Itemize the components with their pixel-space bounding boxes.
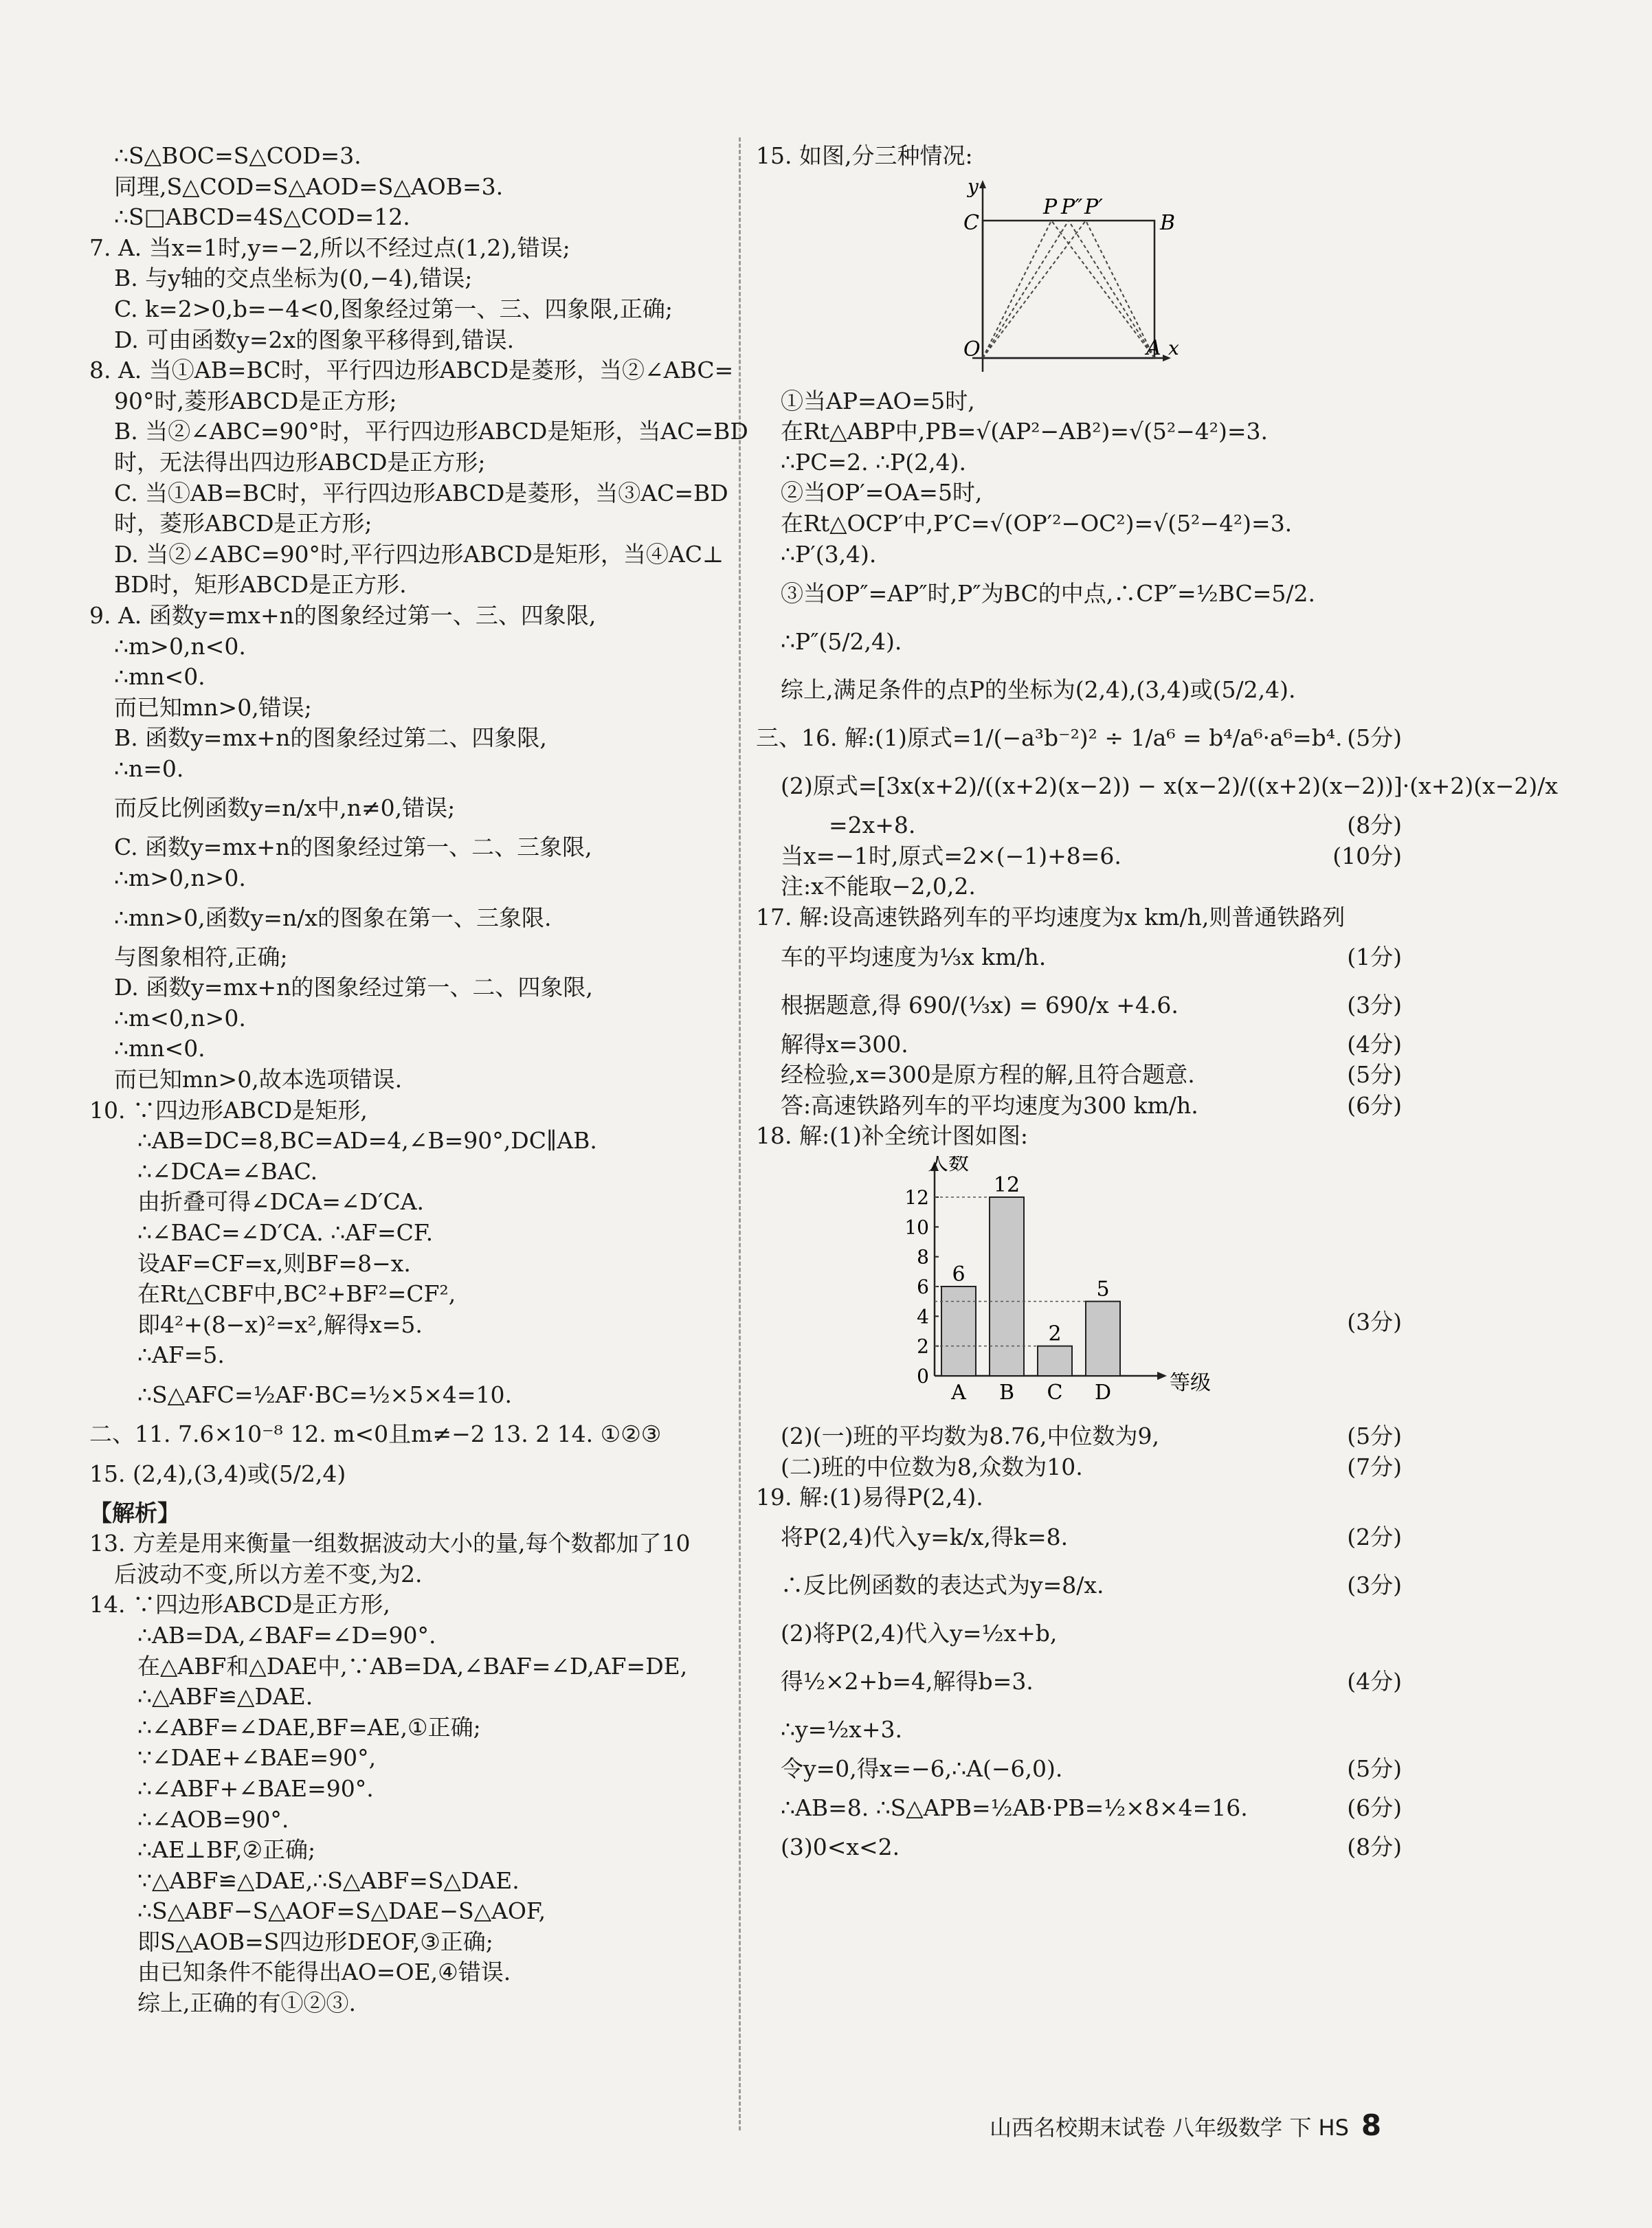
line-text: ∴AE⊥BF,②正确; [137,1836,316,1864]
text-line [89,325,728,356]
chart-y-tick-label: 4 [917,1305,929,1328]
line-text: 三、16. 解:(1)原式=1/(−a³b⁻²)² ÷ 1/a⁶ = b⁴/a⁶·a⁶=b⁴. [756,724,1343,752]
line-text: 15. 如图,分三种情况: [756,142,973,169]
line-text: ∴∠DCA=∠BAC. [137,1157,318,1185]
text-line [89,509,728,539]
text-line [756,762,1558,810]
score-label: (8分) [1347,1834,1402,1861]
line-text: 注:x不能取−2,0,2. [781,873,976,900]
score-label: (8分) [1347,812,1402,839]
line-text: ①当AP=AO=5时, [781,387,975,414]
line-text: ∴∠ABF+∠BAE=90°. [137,1774,374,1802]
line-text: 而已知mn>0,故本选项错误. [114,1066,403,1093]
text-line [89,1003,728,1034]
score-label: (5分) [1347,1754,1402,1782]
line-text: ∴AB=DA,∠BAF=∠D=90°. [137,1621,436,1649]
text-line [89,894,728,942]
chart-bar [1038,1346,1072,1376]
text-line [89,539,728,570]
line-text: 根据题意,得 690/(⅓x) = 690/x +4.6. [781,991,1179,1018]
text-line [756,841,1402,872]
text-line [89,1590,728,1620]
line-text: ∴∠BAC=∠D′CA. ∴AF=CF. [137,1219,434,1246]
text-line [756,981,1402,1029]
rectangle-OABC [983,221,1154,358]
line-text: B. 函数y=mx+n的图象经过第二、四象限, [114,724,547,752]
label-x: x [1168,336,1179,359]
line-text: 9. A. 函数y=mx+n的图象经过第一、三、四象限, [89,601,596,629]
text-line [756,1482,1402,1513]
chart-y-tick-label: 0 [917,1364,929,1388]
score-label: (3分) [1347,1571,1402,1598]
line-text: 即S△AOB=S四边形DEOF,③正确; [137,1928,493,1955]
line-text: ∴m>0,n<0. [114,632,246,660]
text-line [89,1498,728,1529]
text-line [89,355,734,386]
text-line [89,1743,728,1774]
chart-y-label: 人数 [928,1155,969,1175]
text-line [89,1340,728,1371]
line-text: BD时，矩形ABCD是正方形. [114,571,407,599]
chart-y-tick-label: 10 [904,1216,929,1239]
score-label: (5分) [1347,724,1402,752]
line-text: ∴mn<0. [114,663,205,691]
line-text: 14. ∵四边形ABCD是正方形, [89,1591,390,1618]
chart-score: (3分) [1347,1308,1402,1335]
line-text: 90°时,菱形ABCD是正方形; [114,387,397,414]
text-line [89,1927,728,1958]
line-text: ∴PC=2. ∴P(2,4). [781,448,966,476]
text-line [89,1419,728,1450]
line-text: 在△ABF和△DAE中,∵AB=DA,∠BAF=∠D,AF=DE, [137,1652,688,1680]
text-line [756,1513,1402,1561]
text-line [756,871,1402,902]
text-line [89,1218,728,1249]
line-text: ∴∠AOB=90°. [137,1805,289,1833]
line-text: 10. ∵四边形ABCD是矩形, [89,1096,368,1124]
footer-title: 山西名校期末试卷 八年级数学 下 HS [990,2115,1349,2141]
left-column [89,141,748,2019]
label-P: P [1043,194,1058,219]
line-text: D. 当②∠ABC=90°时,平行四边形ABCD是矩形，当④AC⊥ [114,540,724,568]
line-text: 解得x=300. [781,1030,908,1058]
line-text: 车的平均速度为⅓x km/h. [781,943,1047,970]
line-text: ∴m<0,n>0. [114,1004,246,1032]
line-text: ∴P′(3,4). [781,540,877,568]
text-line [756,1060,1402,1091]
text-line [89,1310,728,1341]
line-text: 17. 解:设高速铁路列车的平均速度为x km/h,则普通铁路列 [756,903,1346,931]
text-line [756,1091,1402,1122]
text-line [756,478,1402,509]
page-footer [990,2108,1381,2142]
label-C: C [963,210,979,235]
chart-bar [990,1197,1024,1376]
line-text: ∴∠ABF=∠DAE,BF=AE,①正确; [137,1713,481,1741]
chart-bar [941,1286,976,1376]
line-text: ∴S△ABF−S△AOF=S△DAE−S△AOF, [137,1897,546,1925]
line-text: ∴n=0. [114,755,184,782]
text-line [756,1421,1402,1452]
line-text: ③当OP″=AP″时,P″为BC的中点,∴CP″=½BC=5/2. [781,580,1315,608]
score-label: (10分) [1332,842,1402,869]
text-line [756,810,1402,841]
line-text: 18. 解:(1)补全统计图如图: [756,1122,1028,1150]
score-label: (4分) [1347,1030,1402,1058]
text-line [756,570,1402,618]
line-text: (2)将P(2,4)代入y=½x+b, [781,1619,1058,1647]
text-line [756,416,1402,447]
line-text: (2)(一)班的平均数为8.76,中位数为9, [781,1422,1159,1449]
score-label: (4分) [1347,1667,1402,1695]
line-text: 得½×2+b=4,解得b=3. [781,1667,1034,1695]
text-line [89,263,728,294]
chart-category-label: B [998,1380,1015,1405]
text-line [89,1805,728,1836]
text-line [89,863,728,894]
text-line [89,1896,728,1927]
text-line [756,1029,1402,1060]
line-text: (3)0<x<2. [781,1834,900,1861]
chart-y-tick-label: 6 [917,1275,929,1298]
text-line [89,784,728,832]
text-line [89,1528,728,1559]
line-text: ∴y=½x+3. [781,1715,903,1743]
line-text: 【解析】 [89,1499,180,1526]
line-text: 19. 解:(1)易得P(2,4). [756,1484,983,1511]
line-text: 设AF=CF=x,则BF=8−x. [137,1249,411,1277]
line-text: C. k=2>0,b=−4<0,图象经过第一、三、四象限,正确; [114,295,673,322]
line-text: 经检验,x=300是原方程的解,且符合题意. [781,1061,1195,1089]
text-line [89,1157,728,1188]
text-line [89,1559,728,1590]
text-line [89,1957,728,1988]
text-line [756,1609,1402,1658]
chart-y-tick-label: 12 [904,1185,929,1209]
right-column [756,141,1558,1863]
text-line [756,714,1402,762]
line-text: 同理,S△COD=S△AOD=S△AOB=3. [114,172,504,200]
text-line [756,1561,1402,1609]
text-line [89,723,728,754]
text-line [89,172,728,203]
text-line [89,693,728,724]
line-text: ∵∠DAE+∠BAE=90°, [137,1744,377,1772]
line-text: 将P(2,4)代入y=k/x,得k=8. [781,1523,1069,1550]
text-line [89,1065,728,1095]
text-line [89,416,748,447]
line-text: ∴AF=5. [137,1341,225,1369]
line-text: ∴P″(5/2,4). [781,628,902,656]
text-line [89,1279,728,1310]
chart-data-label: 6 [952,1262,965,1286]
text-line [89,1187,728,1218]
line-text: C. 当①AB=BC时，平行四边形ABCD是菱形，当③AC=BD [114,479,728,506]
text-line [89,1450,728,1498]
line-text: 时，无法得出四边形ABCD是正方形; [114,448,486,476]
line-text: ∴AB=8. ∴S△APB=½AB·PB=½×8×4=16. [781,1794,1248,1822]
line-text: ∴反比例函数的表达式为y=8/x. [781,1571,1104,1598]
text-line [89,1713,728,1744]
line-text: 综上,满足条件的点P的坐标为(2,4),(3,4)或(5/2,4). [781,676,1296,704]
text-line [89,1835,728,1866]
chart-data-label: 5 [1096,1277,1110,1302]
text-line [89,233,728,264]
line-text: 答:高速铁路列车的平均速度为300 km/h. [781,1091,1198,1119]
text-line [89,1866,728,1897]
line-text: 而已知mn>0,错误; [114,693,312,721]
line-text: 在Rt△CBF中,BC²+BF²=CF², [137,1280,456,1308]
chart-y-tick-label: 8 [917,1245,929,1269]
text-line [89,202,728,233]
line-text: 在Rt△ABP中,PB=√(AP²−AB²)=√(5²−4²)=3. [781,418,1269,445]
text-line [89,1774,728,1805]
text-line [89,754,728,785]
line-text: ∴mn>0,函数y=n/x的图象在第一、三象限. [114,904,552,931]
line-text: 即4²+(8−x)²=x²,解得x=5. [137,1311,423,1338]
bar-chart [756,1156,1402,1417]
line-text: ∴mn<0. [114,1035,205,1062]
line-text: 综上,正确的有①②③. [137,1990,356,2017]
line-text: 时，菱形ABCD是正方形; [114,510,372,537]
line-text: ∵△ABF≌△DAE,∴S△ABF=S△DAE. [137,1867,520,1894]
text-line [89,141,728,172]
text-line [89,601,728,632]
line-text: D. 函数y=mx+n的图象经过第一、二、四象限, [114,974,593,1001]
text-line [89,1651,728,1682]
score-label: (7分) [1347,1453,1402,1480]
line-text: =2x+8. [829,812,916,839]
text-line [756,1452,1402,1483]
line-text: 在Rt△OCP′中,P′C=√(OP′²−OC²)=√(5²−4²)=3. [781,509,1293,537]
text-line [756,1706,1402,1754]
line-text: ∴S△AFC=½AF·BC=½×5×4=10. [137,1381,512,1408]
text-line [89,1682,728,1713]
label-A: A [1146,335,1161,360]
line-text: 而反比例函数y=n/x中,n≠0,错误; [114,794,456,822]
text-line [89,447,728,478]
text-line [756,539,1402,570]
score-label: (2分) [1347,1523,1402,1550]
line-text: B. 与y轴的交点坐标为(0,−4),错误; [114,265,473,292]
label-O: O [963,337,981,361]
line-text: ∴m>0,n>0. [114,865,246,892]
line-text: 二、11. 7.6×10⁻⁸ 12. m<0且m≠−2 13. 2 14. ①②③ [89,1420,662,1447]
line-text: ∴AB=DC=8,BC=AD=4,∠B=90°,DC∥AB. [137,1127,597,1155]
line-text: 后波动不变,所以方差不变,为2. [114,1560,423,1588]
line-text: 当x=−1时,原式=2×(−1)+8=6. [781,842,1121,869]
line-text: ∴△ABF≌△DAE. [137,1683,313,1711]
text-line [756,666,1402,714]
score-label: (5分) [1347,1061,1402,1089]
line-text: 由折叠可得∠DCA=∠D′CA. [137,1188,425,1216]
line-text: ∴S□ABCD=4S△COD=12. [114,203,410,231]
text-line [756,1658,1402,1706]
figure-rectangle [962,176,1402,382]
text-line [89,1126,728,1157]
chart-bar [1086,1302,1120,1376]
line-text: 15. (2,4),(3,4)或(5/2,4) [89,1460,346,1487]
chart-x-arrow [1157,1372,1167,1380]
text-line [756,618,1402,666]
text-line [756,141,1402,172]
text-line [89,1249,728,1280]
line-text: 7. A. 当x=1时,y=−2,所以不经过点(1,2),错误; [89,234,570,261]
line-text: B. 当②∠ABC=90°时，平行四边形ABCD是矩形，当AC=BD [114,418,748,445]
line-text: 与图象相符,正确; [114,943,288,970]
score-label: (6分) [1347,1091,1402,1119]
text-line [756,509,1402,539]
text-line [89,942,728,973]
page-number: 8 [1361,2108,1382,2142]
chart-category-label: D [1094,1380,1112,1405]
text-line [756,447,1402,478]
text-line [89,832,728,863]
text-line [756,1784,1402,1832]
line-text: D. 可由函数y=2x的图象平移得到,错误. [114,326,515,353]
text-line [89,386,728,417]
text-line [89,662,728,693]
label-P-prime: P′ [1084,194,1103,219]
score-label: (5分) [1347,1422,1402,1449]
line-text: 13. 方差是用来衡量一组数据波动大小的量,每个数都加了10 [89,1530,691,1557]
text-line [89,294,728,325]
text-line [756,1754,1402,1785]
text-line [89,1988,728,2019]
line-text: 8. A. 当①AB=BC时，平行四边形ABCD是菱形，当②∠ABC= [89,357,734,384]
chart-x-label: 等级 [1170,1370,1211,1395]
text-line [756,1832,1402,1863]
label-P-double-prime: P″ [1061,194,1083,219]
line-text: 令y=0,得x=−6,∴A(−6,0). [781,1754,1063,1782]
text-line [89,478,728,509]
line-text: (二)班的中位数为8,众数为10. [781,1453,1083,1480]
line-text: 由已知条件不能得出AO=OE,④错误. [137,1959,511,1986]
chart-data-label: 12 [993,1172,1020,1197]
text-line [89,632,728,662]
label-y: y [968,175,979,198]
line-text: C. 函数y=mx+n的图象经过第一、二、三象限, [114,834,592,861]
chart-category-label: C [1047,1380,1063,1405]
text-line [756,933,1402,981]
text-line [89,1371,728,1419]
text-line [89,1095,728,1126]
line-text: (2)原式=[3x(x+2)/((x+2)(x−2)) − x(x−2)/((x+2)(x−2))]·(x+2)(x−2)/x [781,772,1558,800]
text-line [756,386,1402,417]
text-line [89,972,728,1003]
chart-y-tick-label: 2 [917,1335,929,1358]
chart-category-label: A [951,1380,966,1405]
score-label: (3分) [1347,991,1402,1018]
text-line [89,1620,728,1651]
line-text: ②当OP′=OA=5时, [781,479,983,506]
text-line [756,1121,1402,1152]
line-text: ∴S△BOC=S△COD=3. [114,142,361,169]
label-B: B [1160,210,1176,235]
text-line [89,570,728,601]
chart-data-label: 2 [1048,1322,1062,1346]
score-label: (1分) [1347,943,1402,970]
score-label: (6分) [1347,1794,1402,1822]
text-line [756,902,1402,933]
text-line [89,1034,728,1065]
